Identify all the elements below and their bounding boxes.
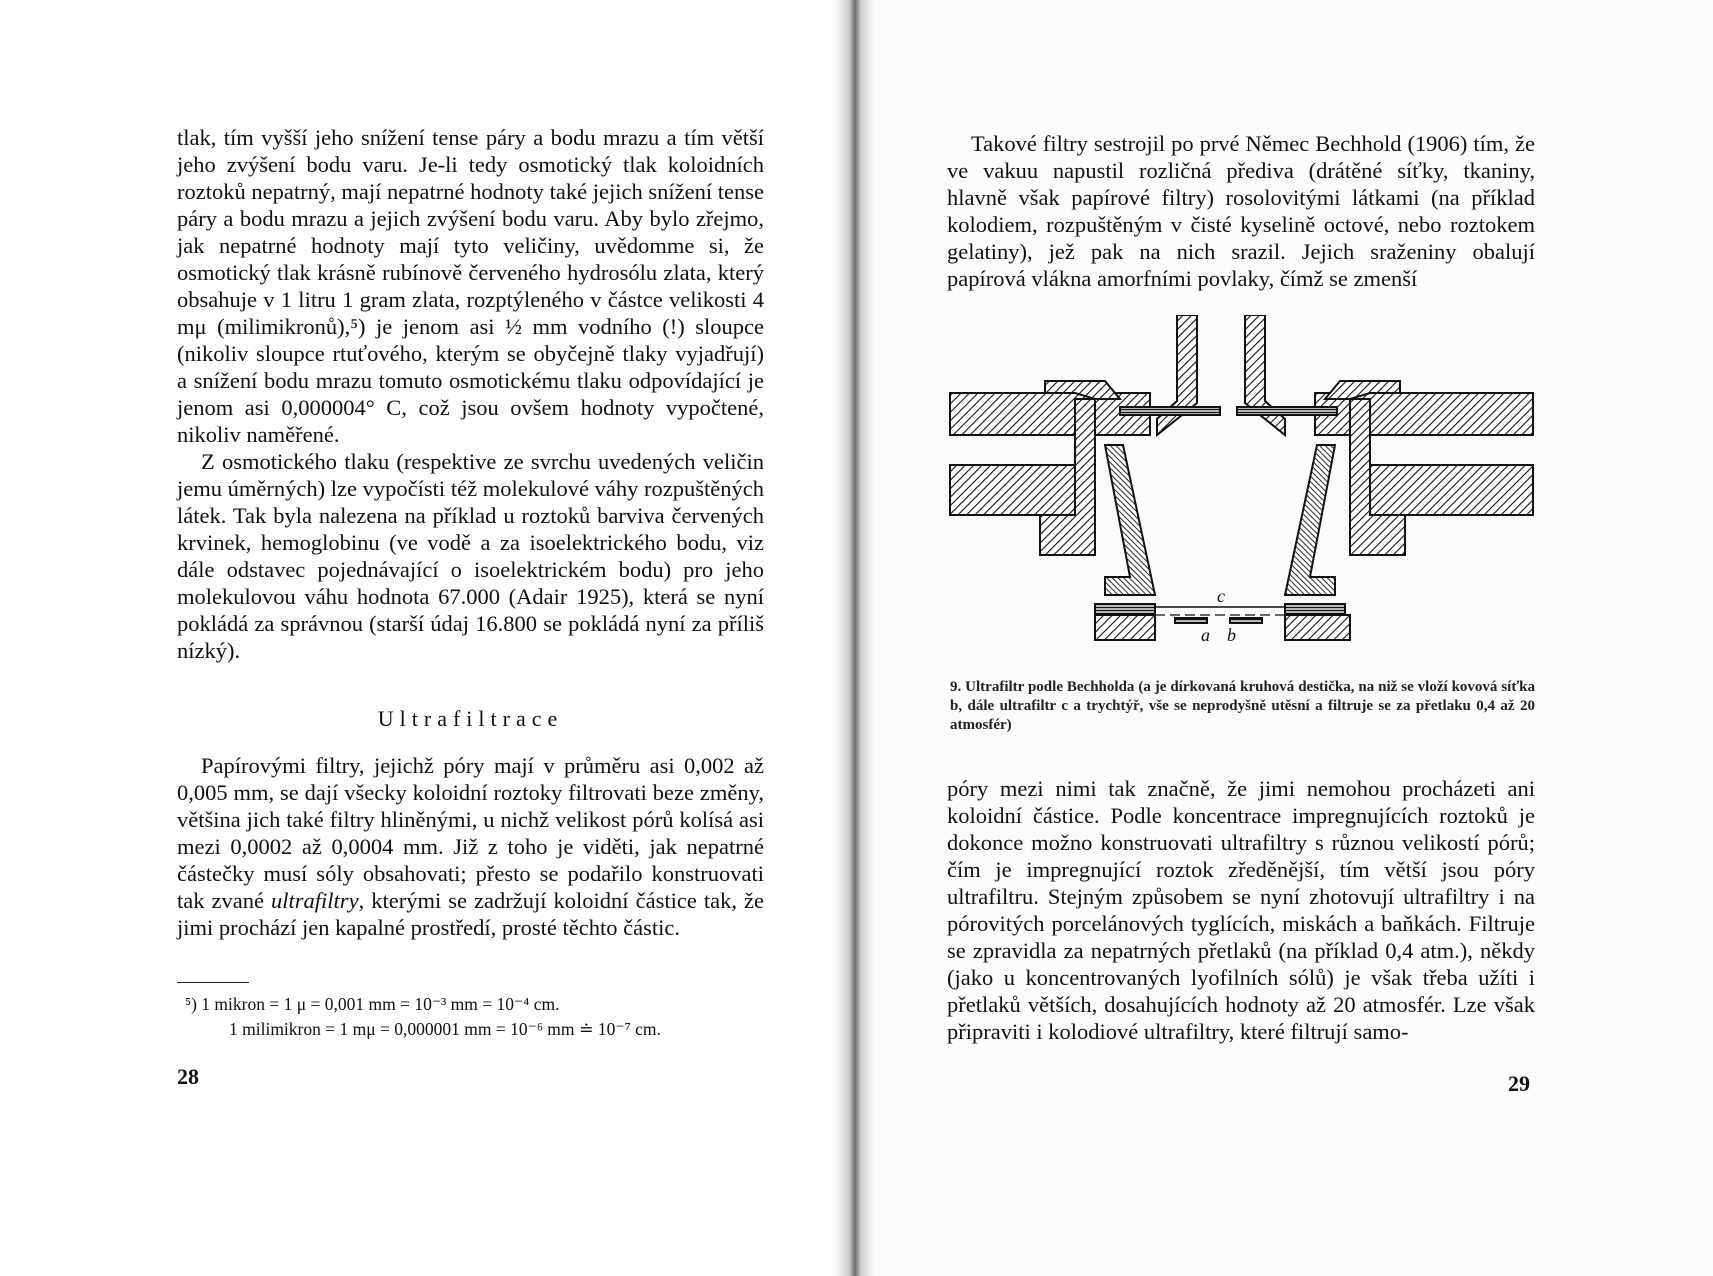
left-paragraph-1: tlak, tím vyšší jeho snížení tense páry a bodu mrazu a tím větší jeho zvýšení bodu varu. Je-li tedy osmotický tlak koloidních roztoků nepatrný, mají nepatrné hodnoty také jejich snížení tense páry a bodu mrazu a jejich zvýšení bodu varu. Aby bylo zřejmo, jak nepatrné hodnoty mají tyto veličiny, uvědomme si, že osmotický tlak krásně rubínově červeného hydrosólu zlata, který obsahuje v 1 litru 1 gram zlata, rozptýleného v částce velikosti 4 mμ (milimikronů),⁵) je jenom asi ½ mm vodního (!) sloupce (nikoliv sloupce rtuťového, kterým se obyčejně tlaky vyjadřují) a snížení bodu mrazu tomuto osmotickému tlaku odpovídající je jenom asi 0,000004° C, což jsou ovšem hodnoty vypočtené, nikoliv naměřené. bbox=[177, 125, 764, 447]
footnote-1: ⁵) 1 mikron = 1 μ = 0,001 mm = 10⁻³ mm = 10⁻⁴ cm. bbox=[185, 994, 560, 1014]
perforated-plate-right bbox=[1230, 618, 1262, 623]
left-paragraph-3-end: , kterými se zadržují koloidní částice tak, že jimi prochází jen kapalné prostředí, prosté těchto částic. bbox=[177, 888, 764, 940]
left-side-arm bbox=[950, 465, 1075, 515]
footnote-2: 1 milimikron = 1 mμ = 0,000001 mm = 10⁻⁶ mm ≐ 10⁻⁷ cm. bbox=[229, 1019, 661, 1039]
right-text-block-2 bbox=[947, 775, 1535, 1045]
book-spine-gutter bbox=[835, 0, 875, 1276]
page-number-left: 28 bbox=[177, 1064, 199, 1089]
label-c: c bbox=[1217, 586, 1225, 606]
right-text-block bbox=[947, 130, 1535, 292]
left-text-block-2 bbox=[177, 752, 764, 941]
right-inner-funnel bbox=[1285, 445, 1335, 595]
perforated-plate-left bbox=[1175, 618, 1207, 623]
label-b: b bbox=[1227, 625, 1236, 645]
right-side-arm bbox=[1370, 465, 1533, 515]
ultrafilter-diagram bbox=[945, 315, 1540, 655]
footnote-divider bbox=[177, 982, 249, 983]
right-page bbox=[860, 0, 1713, 1276]
left-lid bbox=[1120, 407, 1220, 415]
left-inner-funnel bbox=[1105, 445, 1155, 595]
left-text-block bbox=[177, 124, 764, 664]
right-lid bbox=[1237, 407, 1337, 415]
left-paragraph-2: Z osmotického tlaku (respektive ze svrchu uvedených veličin jemu úměrných) lze vypočísti též molekulové váhy rozpuštěných látek. Tak byla nalezena na příklad u roztoků barviva červených krvinek, hemoglobinu (ve vodě a za isoelektrického bodu, viz dále odstavec pojednávající o isoelektrickém bodu) pro jeho molekulovou váhu hodnota 67.000 (Adair 1925), která se nyní pokládá za správnou (starší údaj 16.800 se pokládá nyní za příliš nízký). bbox=[177, 449, 764, 663]
right-paragraph-2: póry mezi nimi tak značně, že jimi nemohou procházeti ani koloidní částice. Podle koncentrace impregnujících roztoků je dokonce možno konstruovati ultrafiltry s různou velikostí pórů; čím je impregnující roztok zředěnější, tím větší jsou póry ultrafiltru. Stejným způsobem se nyní zhotovují ultrafiltry i na pórovitých porcelánových tyglících, miskách a baňkách. Filtruje se zpravidla za nepatrných přetlaků (na příklad 0,4 atm.), někdy (jako u koncentrovaných lyofilních sólů) je však třeba užíti i přetlaků větších, dosahujících hodnoty až 20 atmosfér. Lze však připraviti i kolodiové ultrafiltry, které filtrují samo- bbox=[947, 776, 1535, 1044]
right-funnel-neck bbox=[1245, 315, 1285, 435]
section-heading: Ultrafiltrace bbox=[377, 706, 564, 731]
left-paragraph-3-italic-term: ultrafiltry bbox=[271, 888, 359, 913]
left-paragraph-3-start: Papírovými filtry, jejichž póry mají v průměru asi 0,002 až 0,005 mm, se dají všecky koloidní roztoky filtrovati beze změny, většina jich také filtry hliněnými, u nichž velikost pórů kolísá asi mezi 0,0002 až 0,0004 mm. Již z toho je viděti, jak nepatrné částečky musí sóly obsahovati; přesto se podařilo konstruovati tak zvané bbox=[177, 753, 764, 913]
left-funnel-neck bbox=[1157, 315, 1197, 435]
footnotes bbox=[185, 992, 765, 1042]
page-number-right: 29 bbox=[1508, 1071, 1530, 1096]
left-base bbox=[1095, 615, 1155, 640]
label-a: a bbox=[1201, 625, 1210, 645]
right-base bbox=[1285, 615, 1350, 640]
figure-caption: 9. Ultrafiltr podle Bechholda (a je dírkovaná kruhová destička, na niž se vloží kovová síťka b, dále ultrafiltr c a trychtýř, vše se neprodyšně utěsní a filtruje se za přetlaku 0,4 až 20 atmosfér) bbox=[950, 679, 1535, 733]
left-paragraph-3 bbox=[177, 752, 764, 941]
right-paragraph-1: Takové filtry sestrojil po prvé Němec Bechhold (1906) tím, že ve vakuu napustil rozličná přediva (drátěné síťky, tkaniny, hlavně však papírové filtry) rosolovitými látkami (na příklad kolodiem, rozpuštěným v čisté kyselině octové, nebo roztokem gelatiny), jež pak na nich srazil. Jejich sraženiny obalují papírová vlákna amorfními povlaky, čímž se zmenší bbox=[947, 131, 1535, 291]
